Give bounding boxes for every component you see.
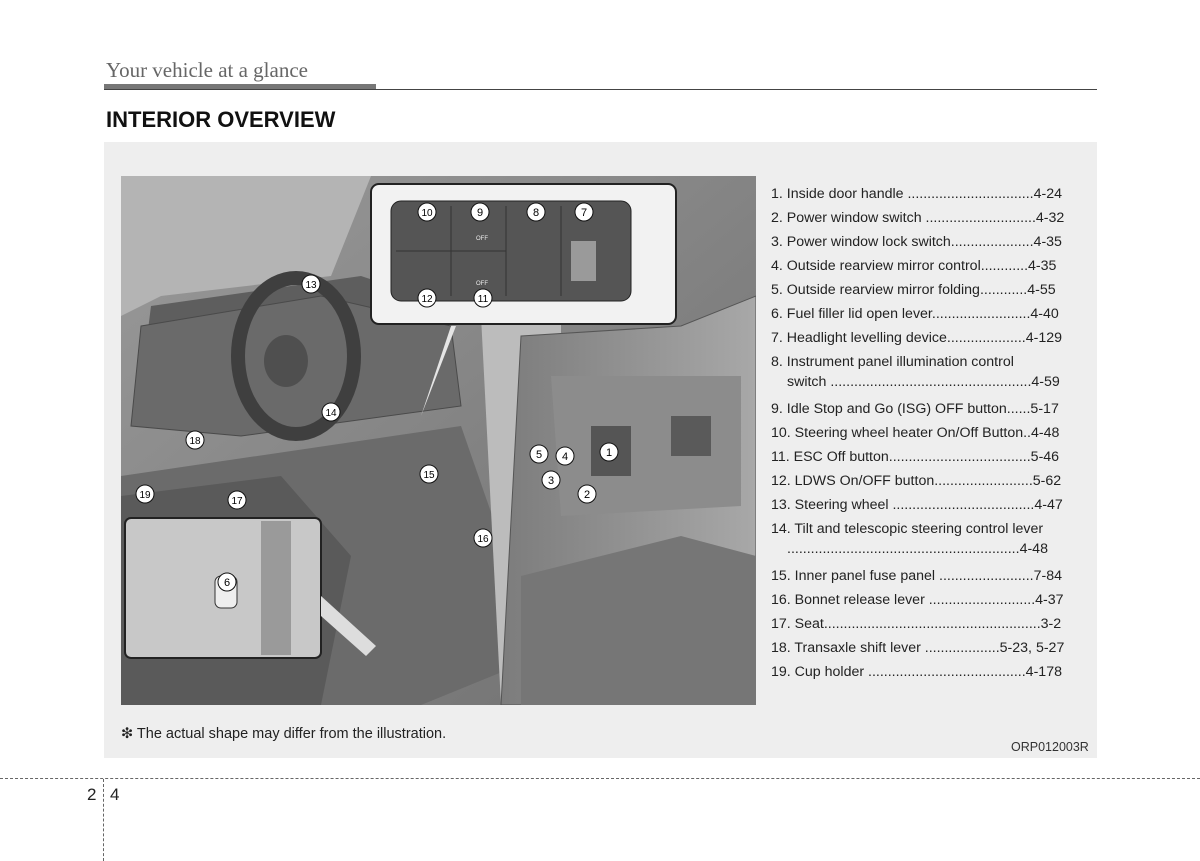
header-rule-thin xyxy=(104,89,1097,90)
callout-18 xyxy=(185,430,205,455)
running-header: Your vehicle at a glance xyxy=(106,58,308,82)
list-item: 7. Headlight levelling device....................4-129 xyxy=(771,330,1062,346)
list-item: 1. Inside door handle ................................4-24 xyxy=(771,186,1062,202)
list-item: 10. Steering wheel heater On/Off Button..4-48 xyxy=(771,425,1060,441)
callout-14 xyxy=(321,402,341,427)
callout-9 xyxy=(470,202,490,227)
list-item: 8. Instrument panel illumination control switch ...................................................4-59 xyxy=(771,354,1060,390)
list-item: 12. LDWS On/OFF button.........................5-62 xyxy=(771,473,1062,489)
svg-text:12: 12 xyxy=(421,294,433,305)
callout-3 xyxy=(541,470,561,495)
svg-text:3: 3 xyxy=(547,475,555,487)
svg-text:19: 19 xyxy=(139,490,151,501)
callout-17 xyxy=(227,490,247,515)
footer-divider xyxy=(0,778,1200,779)
svg-text:5: 5 xyxy=(535,449,543,461)
callout-8 xyxy=(526,202,546,227)
callout-2 xyxy=(577,484,597,509)
svg-text:15: 15 xyxy=(423,470,435,481)
list-item: 17. Seat.......................................................3-2 xyxy=(771,616,1062,632)
footer-page-divider xyxy=(103,779,104,861)
callout-4 xyxy=(555,446,575,471)
callout-16 xyxy=(473,528,493,553)
callout-1 xyxy=(599,442,619,467)
svg-text:16: 16 xyxy=(477,534,489,545)
list-item: 19. Cup holder ........................................4-178 xyxy=(771,664,1062,680)
list-item: 18. Transaxle shift lever ...................5-23, 5-27 xyxy=(771,640,1065,656)
component-list xyxy=(771,184,1091,686)
svg-text:17: 17 xyxy=(231,496,243,507)
svg-text:7: 7 xyxy=(580,207,588,219)
callout-7 xyxy=(574,202,594,227)
svg-text:6: 6 xyxy=(223,577,231,589)
callout-10 xyxy=(417,202,437,227)
svg-text:14: 14 xyxy=(325,408,337,419)
page-section-number: 2 xyxy=(87,785,97,804)
callout-15 xyxy=(419,464,439,489)
svg-text:1: 1 xyxy=(605,447,613,459)
callout-5 xyxy=(529,444,549,469)
svg-text:11: 11 xyxy=(477,294,489,305)
section-title: INTERIOR OVERVIEW xyxy=(106,107,336,132)
list-item: 13. Steering wheel ....................................4-47 xyxy=(771,497,1063,513)
list-item: 4. Outside rearview mirror control............4-35 xyxy=(771,258,1057,274)
svg-text:10: 10 xyxy=(421,208,433,219)
callout-12 xyxy=(417,288,437,313)
svg-text:8: 8 xyxy=(532,207,540,219)
svg-text:13: 13 xyxy=(305,280,317,291)
list-item: 11. ESC Off button....................................5-46 xyxy=(771,449,1060,465)
svg-text:2: 2 xyxy=(583,489,591,501)
page-number: 4 xyxy=(110,785,120,804)
list-item: 15. Inner panel fuse panel ........................7-84 xyxy=(771,568,1063,584)
list-item: 3. Power window lock switch.....................4-35 xyxy=(771,234,1062,250)
list-item: 16. Bonnet release lever ...........................4-37 xyxy=(771,592,1064,608)
interior-illustration xyxy=(121,176,756,705)
svg-text:9: 9 xyxy=(476,207,484,219)
callout-11 xyxy=(473,288,493,313)
list-item: 14. Tilt and telescopic steering control lever ...........................................................4-48 xyxy=(771,521,1048,557)
list-item: 9. Idle Stop and Go (ISG) OFF button......5-17 xyxy=(771,401,1059,417)
list-item: 2. Power window switch ............................4-32 xyxy=(771,210,1065,226)
isg-off-label: OFF xyxy=(476,236,488,242)
callout-6 xyxy=(217,572,237,597)
svg-text:4: 4 xyxy=(561,451,569,463)
interior-drawing xyxy=(121,176,756,705)
esc-off-label: OFF xyxy=(476,281,488,287)
figure-code: ORP012003R xyxy=(1011,740,1089,754)
svg-text:18: 18 xyxy=(189,436,201,447)
list-item: 6. Fuel filler lid open lever.........................4-40 xyxy=(771,306,1059,322)
illustration-note: ❇ The actual shape may differ from the illustration. xyxy=(121,726,447,742)
list-item: 5. Outside rearview mirror folding............4-55 xyxy=(771,282,1056,298)
callout-19 xyxy=(135,484,155,509)
callout-13 xyxy=(301,274,321,299)
